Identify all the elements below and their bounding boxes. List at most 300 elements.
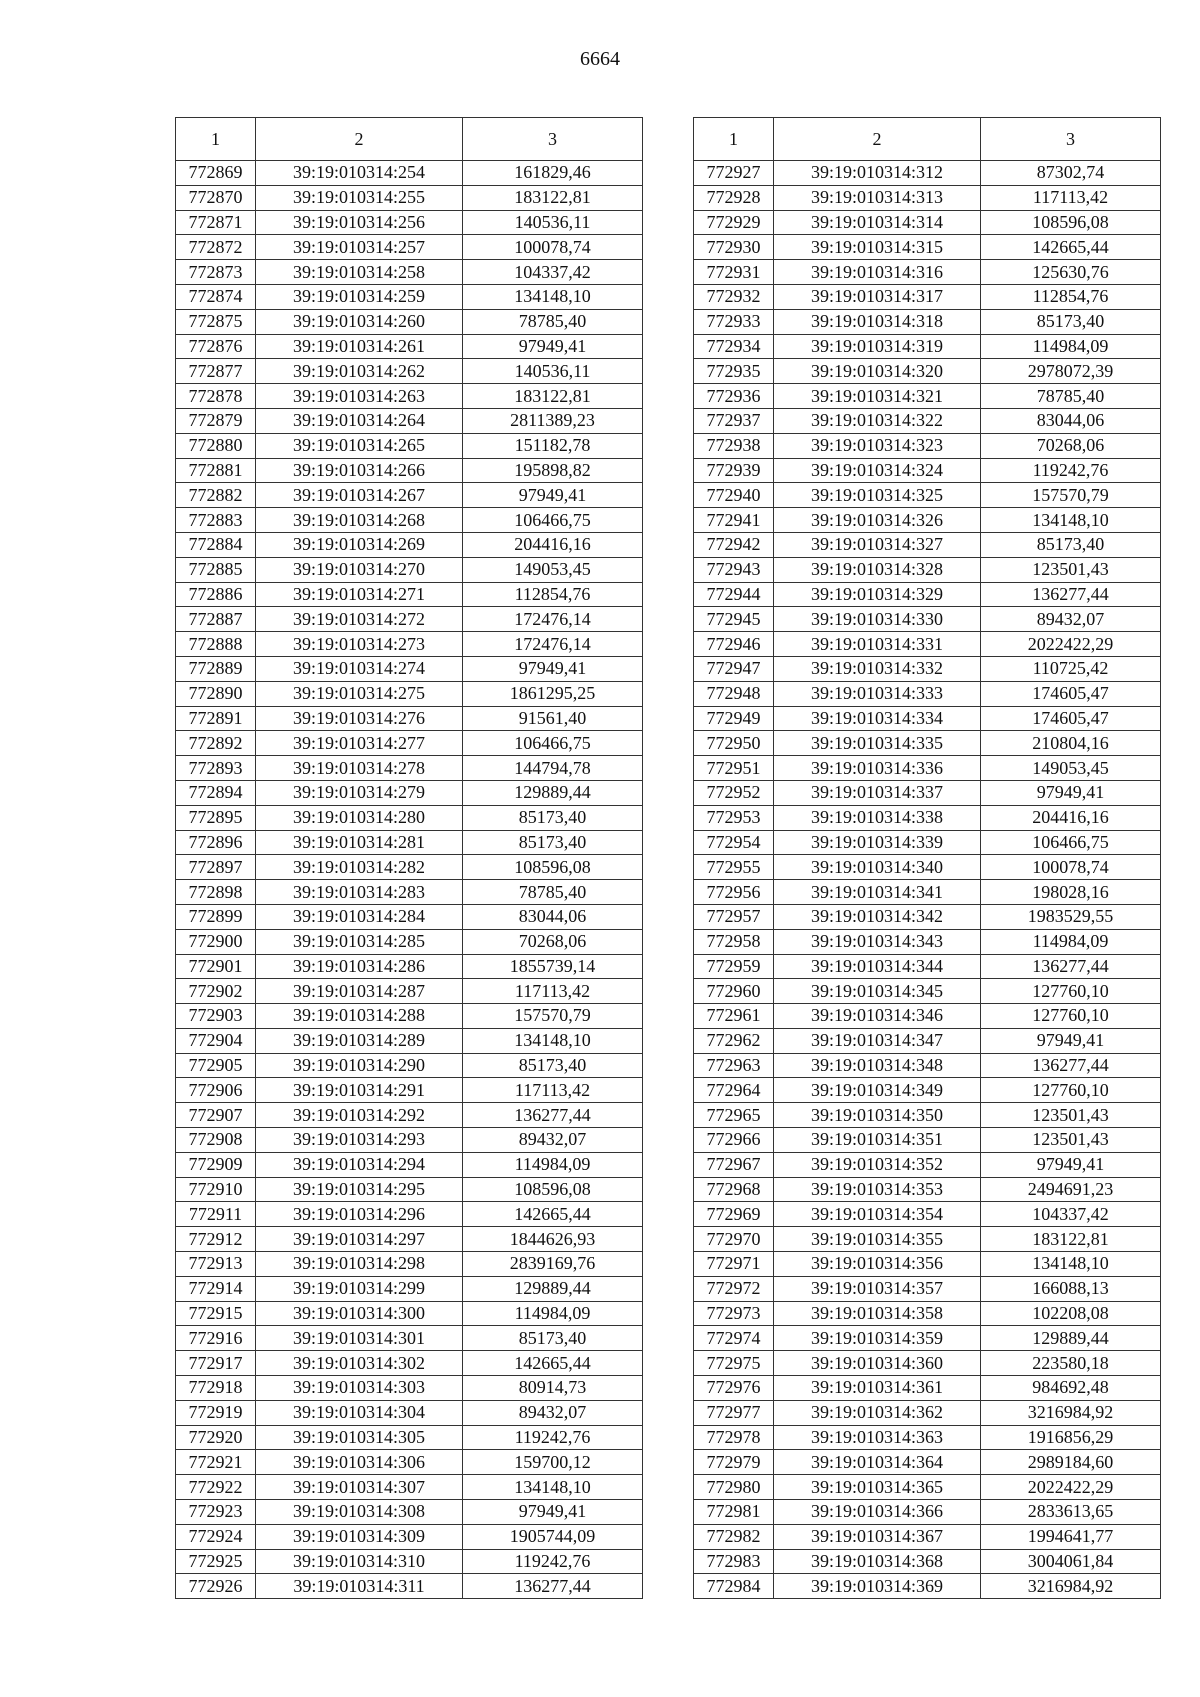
cell-cadastral-number: 39:19:010314:307	[256, 1475, 463, 1500]
table-row	[694, 433, 1161, 458]
cell-value: 97949,41	[463, 656, 643, 681]
table-row	[694, 384, 1161, 409]
cell-value: 157570,79	[463, 1004, 643, 1029]
cell-value: 2833613,65	[981, 1500, 1161, 1525]
cell-cadastral-number: 39:19:010314:347	[774, 1028, 981, 1053]
cell-cadastral-number: 39:19:010314:311	[256, 1574, 463, 1599]
cell-cadastral-number: 39:19:010314:337	[774, 780, 981, 805]
cell-number: 772961	[694, 1004, 774, 1029]
cell-value: 2811389,23	[463, 408, 643, 433]
cell-cadastral-number: 39:19:010314:294	[256, 1152, 463, 1177]
cell-value: 89432,07	[463, 1128, 643, 1153]
cell-number: 772942	[694, 532, 774, 557]
cell-number: 772941	[694, 508, 774, 533]
cell-value: 108596,08	[463, 855, 643, 880]
cell-value: 2989184,60	[981, 1450, 1161, 1475]
table-row	[694, 235, 1161, 260]
cell-cadastral-number: 39:19:010314:290	[256, 1053, 463, 1078]
table-row	[694, 706, 1161, 731]
cell-value: 100078,74	[981, 855, 1161, 880]
cell-cadastral-number: 39:19:010314:318	[774, 309, 981, 334]
table-row	[694, 1524, 1161, 1549]
cell-cadastral-number: 39:19:010314:344	[774, 954, 981, 979]
cell-value: 172476,14	[463, 607, 643, 632]
cell-cadastral-number: 39:19:010314:285	[256, 929, 463, 954]
cell-value: 1861295,25	[463, 681, 643, 706]
cell-number: 772929	[694, 210, 774, 235]
table-row	[176, 1028, 643, 1053]
cell-value: 97949,41	[463, 1500, 643, 1525]
cell-cadastral-number: 39:19:010314:267	[256, 483, 463, 508]
cell-value: 3216984,92	[981, 1574, 1161, 1599]
cell-value: 70268,06	[981, 433, 1161, 458]
table-row	[176, 284, 643, 309]
table-row	[694, 508, 1161, 533]
cell-number: 772874	[176, 284, 256, 309]
table-row	[176, 309, 643, 334]
cell-value: 144794,78	[463, 756, 643, 781]
table-row	[176, 880, 643, 905]
table-row	[694, 284, 1161, 309]
table-row	[176, 756, 643, 781]
cell-value: 174605,47	[981, 706, 1161, 731]
cell-number: 772900	[176, 929, 256, 954]
cell-cadastral-number: 39:19:010314:278	[256, 756, 463, 781]
cell-cadastral-number: 39:19:010314:257	[256, 235, 463, 260]
column-header-number: 1	[694, 118, 774, 161]
cell-value: 114984,09	[981, 334, 1161, 359]
cell-cadastral-number: 39:19:010314:268	[256, 508, 463, 533]
cell-number: 772870	[176, 185, 256, 210]
cell-value: 119242,76	[981, 458, 1161, 483]
cell-value: 2022422,29	[981, 1475, 1161, 1500]
table-row	[694, 780, 1161, 805]
cell-number: 772953	[694, 805, 774, 830]
table-row	[176, 904, 643, 929]
cell-value: 3004061,84	[981, 1549, 1161, 1574]
cell-value: 151182,78	[463, 433, 643, 458]
cell-cadastral-number: 39:19:010314:345	[774, 979, 981, 1004]
cell-cadastral-number: 39:19:010314:355	[774, 1227, 981, 1252]
cell-number: 772940	[694, 483, 774, 508]
cell-cadastral-number: 39:19:010314:300	[256, 1301, 463, 1326]
table-row	[176, 557, 643, 582]
cell-number: 772971	[694, 1252, 774, 1277]
cell-number: 772878	[176, 384, 256, 409]
cell-value: 89432,07	[463, 1400, 643, 1425]
cell-cadastral-number: 39:19:010314:319	[774, 334, 981, 359]
table-row	[694, 1450, 1161, 1475]
table-row	[176, 408, 643, 433]
cell-cadastral-number: 39:19:010314:310	[256, 1549, 463, 1574]
cell-value: 142665,44	[981, 235, 1161, 260]
cell-cadastral-number: 39:19:010314:262	[256, 359, 463, 384]
cell-value: 119242,76	[463, 1549, 643, 1574]
cell-number: 772977	[694, 1400, 774, 1425]
cell-cadastral-number: 39:19:010314:315	[774, 235, 981, 260]
cell-number: 772984	[694, 1574, 774, 1599]
cell-value: 85173,40	[981, 309, 1161, 334]
cell-number: 772884	[176, 532, 256, 557]
cell-cadastral-number: 39:19:010314:339	[774, 830, 981, 855]
cell-number: 772899	[176, 904, 256, 929]
cell-number: 772947	[694, 656, 774, 681]
table-row	[176, 780, 643, 805]
table-row	[176, 483, 643, 508]
column-header-value: 3	[981, 118, 1161, 161]
cell-number: 772911	[176, 1202, 256, 1227]
cell-cadastral-number: 39:19:010314:303	[256, 1376, 463, 1401]
cell-number: 772886	[176, 582, 256, 607]
cell-value: 85173,40	[463, 1326, 643, 1351]
table-row	[694, 532, 1161, 557]
table-row	[694, 1425, 1161, 1450]
cell-number: 772910	[176, 1177, 256, 1202]
cell-cadastral-number: 39:19:010314:369	[774, 1574, 981, 1599]
cell-value: 106466,75	[981, 830, 1161, 855]
cell-number: 772967	[694, 1152, 774, 1177]
cell-number: 772890	[176, 681, 256, 706]
table-row	[694, 805, 1161, 830]
cell-value: 1844626,93	[463, 1227, 643, 1252]
cell-number: 772945	[694, 607, 774, 632]
cell-cadastral-number: 39:19:010314:329	[774, 582, 981, 607]
cell-cadastral-number: 39:19:010314:254	[256, 161, 463, 186]
cell-value: 78785,40	[463, 880, 643, 905]
table-row	[176, 954, 643, 979]
cell-number: 772901	[176, 954, 256, 979]
cell-number: 772871	[176, 210, 256, 235]
cell-cadastral-number: 39:19:010314:333	[774, 681, 981, 706]
cell-number: 772919	[176, 1400, 256, 1425]
cell-value: 1994641,77	[981, 1524, 1161, 1549]
cell-number: 772937	[694, 408, 774, 433]
cell-cadastral-number: 39:19:010314:342	[774, 904, 981, 929]
table-row	[176, 1202, 643, 1227]
table-row	[176, 1351, 643, 1376]
table-row	[176, 1004, 643, 1029]
table-row	[694, 260, 1161, 285]
cell-cadastral-number: 39:19:010314:284	[256, 904, 463, 929]
table-row	[176, 359, 643, 384]
cell-cadastral-number: 39:19:010314:365	[774, 1475, 981, 1500]
cell-number: 772876	[176, 334, 256, 359]
cell-cadastral-number: 39:19:010314:309	[256, 1524, 463, 1549]
cell-value: 104337,42	[463, 260, 643, 285]
cell-cadastral-number: 39:19:010314:325	[774, 483, 981, 508]
cell-number: 772904	[176, 1028, 256, 1053]
cell-value: 123501,43	[981, 1128, 1161, 1153]
cell-value: 136277,44	[981, 1053, 1161, 1078]
table-row	[176, 334, 643, 359]
cell-number: 772896	[176, 830, 256, 855]
cell-cadastral-number: 39:19:010314:266	[256, 458, 463, 483]
cell-value: 183122,81	[463, 384, 643, 409]
cell-cadastral-number: 39:19:010314:291	[256, 1078, 463, 1103]
cell-number: 772970	[694, 1227, 774, 1252]
cell-cadastral-number: 39:19:010314:295	[256, 1177, 463, 1202]
table-row	[694, 607, 1161, 632]
cell-cadastral-number: 39:19:010314:296	[256, 1202, 463, 1227]
cell-cadastral-number: 39:19:010314:261	[256, 334, 463, 359]
table-row	[176, 632, 643, 657]
cell-value: 149053,45	[463, 557, 643, 582]
cell-number: 772891	[176, 706, 256, 731]
table-row	[694, 1053, 1161, 1078]
cell-number: 772872	[176, 235, 256, 260]
cell-cadastral-number: 39:19:010314:281	[256, 830, 463, 855]
cell-value: 129889,44	[463, 1276, 643, 1301]
cell-value: 106466,75	[463, 731, 643, 756]
table-row	[176, 260, 643, 285]
cell-number: 772978	[694, 1425, 774, 1450]
cell-cadastral-number: 39:19:010314:357	[774, 1276, 981, 1301]
cell-value: 114984,09	[463, 1301, 643, 1326]
cell-value: 136277,44	[981, 582, 1161, 607]
cell-cadastral-number: 39:19:010314:308	[256, 1500, 463, 1525]
cell-value: 2839169,76	[463, 1252, 643, 1277]
cell-number: 772950	[694, 731, 774, 756]
cell-cadastral-number: 39:19:010314:297	[256, 1227, 463, 1252]
cell-value: 149053,45	[981, 756, 1161, 781]
table-row	[176, 830, 643, 855]
cell-cadastral-number: 39:19:010314:282	[256, 855, 463, 880]
cell-cadastral-number: 39:19:010314:335	[774, 731, 981, 756]
cell-cadastral-number: 39:19:010314:314	[774, 210, 981, 235]
cell-number: 772928	[694, 185, 774, 210]
cell-number: 772907	[176, 1103, 256, 1128]
cell-cadastral-number: 39:19:010314:366	[774, 1500, 981, 1525]
table-row	[694, 830, 1161, 855]
table-row	[694, 979, 1161, 1004]
table-row	[176, 656, 643, 681]
cell-value: 117113,42	[463, 1078, 643, 1103]
cell-value: 97949,41	[463, 483, 643, 508]
table-row	[176, 1376, 643, 1401]
cell-number: 772908	[176, 1128, 256, 1153]
column-header-cadastral: 2	[256, 118, 463, 161]
cell-value: 129889,44	[981, 1326, 1161, 1351]
cell-number: 772983	[694, 1549, 774, 1574]
table-row	[176, 929, 643, 954]
table-right	[693, 117, 1161, 1599]
table-row	[694, 1376, 1161, 1401]
cell-cadastral-number: 39:19:010314:358	[774, 1301, 981, 1326]
table-row	[176, 1574, 643, 1599]
cell-cadastral-number: 39:19:010314:348	[774, 1053, 981, 1078]
cell-value: 134148,10	[981, 508, 1161, 533]
cell-cadastral-number: 39:19:010314:359	[774, 1326, 981, 1351]
cell-number: 772914	[176, 1276, 256, 1301]
cell-value: 123501,43	[981, 557, 1161, 582]
cell-value: 119242,76	[463, 1425, 643, 1450]
table-row	[694, 1574, 1161, 1599]
cell-value: 984692,48	[981, 1376, 1161, 1401]
cell-number: 772963	[694, 1053, 774, 1078]
cell-cadastral-number: 39:19:010314:304	[256, 1400, 463, 1425]
cell-cadastral-number: 39:19:010314:331	[774, 632, 981, 657]
cell-value: 85173,40	[981, 532, 1161, 557]
column-header-value: 3	[463, 118, 643, 161]
table-row	[694, 904, 1161, 929]
cell-value: 114984,09	[981, 929, 1161, 954]
cell-value: 127760,10	[981, 1004, 1161, 1029]
cell-number: 772921	[176, 1450, 256, 1475]
table-row	[176, 1475, 643, 1500]
cell-cadastral-number: 39:19:010314:346	[774, 1004, 981, 1029]
table-row	[176, 433, 643, 458]
cell-cadastral-number: 39:19:010314:272	[256, 607, 463, 632]
table-row	[694, 954, 1161, 979]
cell-value: 97949,41	[981, 780, 1161, 805]
cell-value: 108596,08	[463, 1177, 643, 1202]
cell-cadastral-number: 39:19:010314:367	[774, 1524, 981, 1549]
cell-number: 772957	[694, 904, 774, 929]
cell-cadastral-number: 39:19:010314:360	[774, 1351, 981, 1376]
cell-value: 89432,07	[981, 607, 1161, 632]
cell-number: 772951	[694, 756, 774, 781]
cell-number: 772965	[694, 1103, 774, 1128]
cell-cadastral-number: 39:19:010314:317	[774, 284, 981, 309]
cell-cadastral-number: 39:19:010314:338	[774, 805, 981, 830]
table-body	[176, 161, 643, 1599]
cell-value: 166088,13	[981, 1276, 1161, 1301]
cell-number: 772974	[694, 1326, 774, 1351]
cell-cadastral-number: 39:19:010314:275	[256, 681, 463, 706]
table-row	[694, 880, 1161, 905]
table-row	[176, 508, 643, 533]
table-row	[176, 582, 643, 607]
table-row	[176, 1301, 643, 1326]
table-row	[694, 1475, 1161, 1500]
table-row	[694, 1252, 1161, 1277]
cell-value: 3216984,92	[981, 1400, 1161, 1425]
table-row	[694, 334, 1161, 359]
cell-cadastral-number: 39:19:010314:276	[256, 706, 463, 731]
table-row	[694, 309, 1161, 334]
table-row	[694, 929, 1161, 954]
cell-cadastral-number: 39:19:010314:352	[774, 1152, 981, 1177]
cell-cadastral-number: 39:19:010314:280	[256, 805, 463, 830]
cell-value: 134148,10	[463, 1475, 643, 1500]
cell-cadastral-number: 39:19:010314:305	[256, 1425, 463, 1450]
cell-value: 85173,40	[463, 830, 643, 855]
cell-value: 85173,40	[463, 1053, 643, 1078]
table-row	[694, 1301, 1161, 1326]
column-header-cadastral: 2	[774, 118, 981, 161]
cell-number: 772889	[176, 656, 256, 681]
cell-number: 772883	[176, 508, 256, 533]
cell-value: 204416,16	[463, 532, 643, 557]
cell-value: 140536,11	[463, 210, 643, 235]
cell-cadastral-number: 39:19:010314:273	[256, 632, 463, 657]
cell-cadastral-number: 39:19:010314:313	[774, 185, 981, 210]
cell-value: 2978072,39	[981, 359, 1161, 384]
cell-value: 110725,42	[981, 656, 1161, 681]
cell-value: 117113,42	[981, 185, 1161, 210]
cell-value: 157570,79	[981, 483, 1161, 508]
cell-number: 772922	[176, 1475, 256, 1500]
cell-number: 772915	[176, 1301, 256, 1326]
cell-cadastral-number: 39:19:010314:341	[774, 880, 981, 905]
cell-value: 97949,41	[981, 1028, 1161, 1053]
table-row	[176, 1252, 643, 1277]
cell-value: 210804,16	[981, 731, 1161, 756]
table-row	[176, 1053, 643, 1078]
table-row	[694, 582, 1161, 607]
cell-value: 97949,41	[981, 1152, 1161, 1177]
cell-cadastral-number: 39:19:010314:283	[256, 880, 463, 905]
table-body	[694, 161, 1161, 1599]
cell-number: 772875	[176, 309, 256, 334]
cell-cadastral-number: 39:19:010314:269	[256, 532, 463, 557]
cell-cadastral-number: 39:19:010314:301	[256, 1326, 463, 1351]
cell-cadastral-number: 39:19:010314:286	[256, 954, 463, 979]
table-row	[694, 359, 1161, 384]
cell-cadastral-number: 39:19:010314:330	[774, 607, 981, 632]
cell-cadastral-number: 39:19:010314:332	[774, 656, 981, 681]
cell-number: 772927	[694, 161, 774, 186]
table-row	[694, 1549, 1161, 1574]
cell-number: 772913	[176, 1252, 256, 1277]
cell-number: 772948	[694, 681, 774, 706]
cell-cadastral-number: 39:19:010314:288	[256, 1004, 463, 1029]
cell-value: 1983529,55	[981, 904, 1161, 929]
cell-number: 772959	[694, 954, 774, 979]
table-row	[176, 1227, 643, 1252]
cell-value: 136277,44	[463, 1574, 643, 1599]
cell-value: 127760,10	[981, 1078, 1161, 1103]
cell-number: 772946	[694, 632, 774, 657]
cell-number: 772943	[694, 557, 774, 582]
cell-cadastral-number: 39:19:010314:271	[256, 582, 463, 607]
cell-value: 174605,47	[981, 681, 1161, 706]
cell-value: 172476,14	[463, 632, 643, 657]
table-row	[176, 384, 643, 409]
table-row	[176, 1128, 643, 1153]
cell-value: 183122,81	[463, 185, 643, 210]
cell-cadastral-number: 39:19:010314:274	[256, 656, 463, 681]
cell-number: 772981	[694, 1500, 774, 1525]
cell-cadastral-number: 39:19:010314:292	[256, 1103, 463, 1128]
cell-number: 772930	[694, 235, 774, 260]
table-row	[176, 210, 643, 235]
cell-cadastral-number: 39:19:010314:343	[774, 929, 981, 954]
cell-number: 772894	[176, 780, 256, 805]
cell-number: 772973	[694, 1301, 774, 1326]
table-row	[176, 161, 643, 186]
cell-cadastral-number: 39:19:010314:356	[774, 1252, 981, 1277]
cell-number: 772976	[694, 1376, 774, 1401]
cell-cadastral-number: 39:19:010314:306	[256, 1450, 463, 1475]
cell-number: 772923	[176, 1500, 256, 1525]
table-row	[176, 1078, 643, 1103]
cell-cadastral-number: 39:19:010314:302	[256, 1351, 463, 1376]
table-row	[176, 458, 643, 483]
table-row	[176, 1425, 643, 1450]
cell-number: 772949	[694, 706, 774, 731]
cell-value: 106466,75	[463, 508, 643, 533]
cell-value: 78785,40	[463, 309, 643, 334]
cell-cadastral-number: 39:19:010314:321	[774, 384, 981, 409]
cell-number: 772944	[694, 582, 774, 607]
cell-cadastral-number: 39:19:010314:363	[774, 1425, 981, 1450]
cell-number: 772982	[694, 1524, 774, 1549]
table-row	[176, 185, 643, 210]
cell-number: 772932	[694, 284, 774, 309]
cell-number: 772936	[694, 384, 774, 409]
cell-value: 117113,42	[463, 979, 643, 1004]
